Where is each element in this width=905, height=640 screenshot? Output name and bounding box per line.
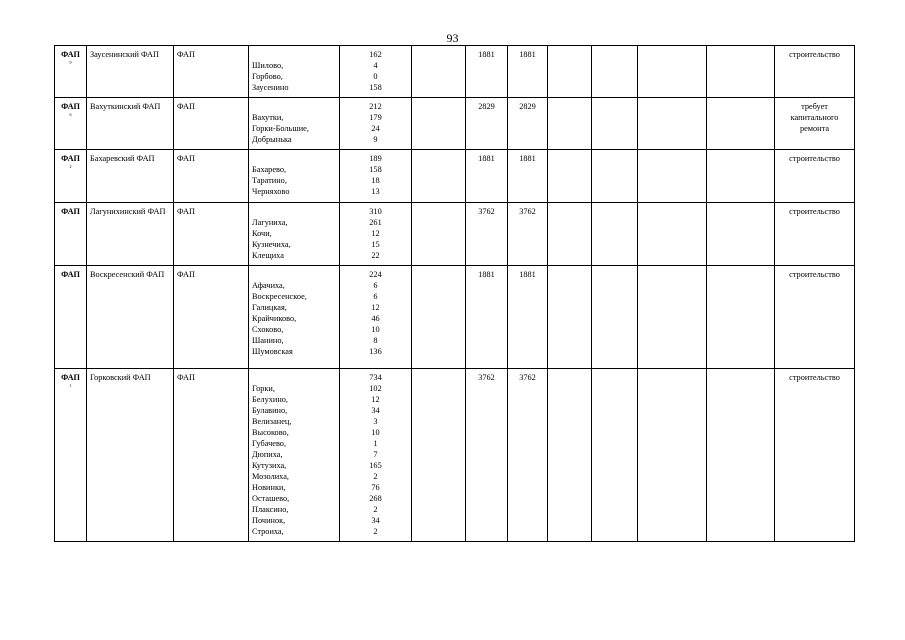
empty-cell — [548, 46, 592, 98]
settlement-name: Починок, — [252, 516, 286, 525]
settlement-name: Воскресенское, — [252, 292, 307, 301]
population-value: 1 — [373, 439, 378, 448]
population-value: 76 — [371, 483, 380, 492]
table-row — [55, 369, 855, 542]
settlement-name: Кутузиха, — [252, 461, 287, 470]
facility-name: Заусенинский ФАП — [90, 50, 160, 59]
value2-cell — [508, 46, 548, 98]
population-value: 3 — [373, 417, 378, 426]
note-cell — [775, 266, 855, 369]
population-value: 179 — [369, 113, 382, 122]
empty-cell — [548, 369, 592, 542]
population-value: 4 — [373, 61, 378, 70]
population-total: 189 — [369, 154, 382, 163]
table-row — [55, 266, 855, 369]
note-cell — [775, 46, 855, 98]
value-2: 1881 — [519, 50, 536, 59]
value-2: 1881 — [519, 270, 536, 279]
population-total: 162 — [369, 50, 382, 59]
facility-type: ФАП — [61, 154, 80, 163]
status-note: строительство — [789, 50, 840, 59]
table-row — [55, 98, 855, 150]
facility-kind: ФАП — [177, 270, 196, 279]
empty-cell — [707, 46, 775, 98]
facility-type-index: 2 — [69, 164, 72, 169]
note-cell — [775, 98, 855, 150]
empty-cell — [412, 98, 466, 150]
status-note: строительство — [789, 373, 840, 382]
facility-type: ФАП — [61, 373, 80, 382]
settlement-name: Добрынька — [252, 135, 292, 144]
type-cell — [55, 369, 87, 542]
empty-cell — [592, 46, 638, 98]
settlement-name: Заусенино — [252, 83, 289, 92]
population-value: 0 — [373, 72, 378, 81]
population-cell — [340, 369, 412, 542]
kind-cell — [174, 369, 249, 542]
name-cell — [87, 266, 174, 369]
settlement-name: Высоково, — [252, 428, 289, 437]
note-cell — [775, 369, 855, 542]
settlement-name: Крайчиково, — [252, 314, 297, 323]
facility-type-index: 9 — [69, 60, 72, 65]
table-row — [55, 46, 855, 98]
population-value: 7 — [373, 450, 378, 459]
settlements-cell — [249, 150, 340, 203]
population-value: 165 — [369, 461, 382, 470]
empty-cell — [592, 266, 638, 369]
population-value: 12 — [371, 229, 380, 238]
population-value: 18 — [371, 176, 380, 185]
value-2: 3762 — [519, 207, 536, 216]
population-value: 2 — [373, 527, 378, 536]
empty-cell — [707, 203, 775, 266]
status-note: требует капитального ремонта — [790, 102, 839, 133]
population-value: 46 — [371, 314, 380, 323]
settlement-name: Схоково, — [252, 325, 284, 334]
settlements-cell — [249, 203, 340, 266]
empty-cell — [638, 98, 707, 150]
status-note: строительство — [789, 207, 840, 216]
note-cell — [775, 203, 855, 266]
settlement-name: Кузнечиха, — [252, 240, 291, 249]
type-cell — [55, 98, 87, 150]
value1-cell — [466, 98, 508, 150]
facility-kind: ФАП — [177, 373, 196, 382]
value-2: 3762 — [519, 373, 536, 382]
settlement-name: Черняхово — [252, 187, 290, 196]
name-cell — [87, 98, 174, 150]
status-note: строительство — [789, 270, 840, 279]
settlement-name: Горбово, — [252, 72, 283, 81]
population-cell — [340, 150, 412, 203]
facility-type: ФАП — [61, 102, 80, 111]
settlement-name: Булавино, — [252, 406, 288, 415]
population-value: 13 — [371, 187, 380, 196]
population-value: 12 — [371, 395, 380, 404]
empty-cell — [412, 369, 466, 542]
value1-cell — [466, 46, 508, 98]
facility-type: ФАП — [61, 50, 80, 59]
population-value: 6 — [373, 281, 378, 290]
facilities-table — [54, 45, 855, 542]
name-cell — [87, 150, 174, 203]
population-value: 24 — [371, 124, 380, 133]
population-value: 8 — [373, 336, 378, 345]
settlement-name: Горки-Большие, — [252, 124, 309, 133]
settlement-name: Мозолиха, — [252, 472, 289, 481]
settlement-name: Шумовская — [252, 347, 293, 356]
population-value: 268 — [369, 494, 382, 503]
empty-cell — [412, 46, 466, 98]
settlement-name: Шилово, — [252, 61, 284, 70]
type-cell — [55, 150, 87, 203]
population-value: 261 — [369, 218, 382, 227]
settlement-name: Лагуниха, — [252, 218, 288, 227]
value-1: 2829 — [478, 102, 495, 111]
empty-cell — [412, 203, 466, 266]
population-value: 2 — [373, 505, 378, 514]
settlements-cell — [249, 369, 340, 542]
population-value: 10 — [371, 325, 380, 334]
value-1: 1881 — [478, 50, 495, 59]
value1-cell — [466, 369, 508, 542]
value1-cell — [466, 266, 508, 369]
empty-cell — [707, 369, 775, 542]
population-value: 12 — [371, 303, 380, 312]
type-cell — [55, 266, 87, 369]
empty-cell — [592, 98, 638, 150]
value1-cell — [466, 150, 508, 203]
population-value: 34 — [371, 406, 380, 415]
facility-name: Бахаревский ФАП — [90, 154, 155, 163]
type-cell — [55, 203, 87, 266]
population-cell — [340, 98, 412, 150]
population-value: 158 — [369, 165, 382, 174]
population-total: 212 — [369, 102, 382, 111]
empty-cell — [638, 266, 707, 369]
value-1: 1881 — [478, 270, 495, 279]
settlement-name: Белухино, — [252, 395, 288, 404]
value2-cell — [508, 98, 548, 150]
settlement-name: Вахутки, — [252, 113, 284, 122]
facility-type: ФАП — [61, 207, 80, 216]
empty-cell — [638, 369, 707, 542]
value-1: 3762 — [478, 373, 495, 382]
settlement-name: Галицкая, — [252, 303, 287, 312]
empty-cell — [412, 266, 466, 369]
settlements-cell — [249, 266, 340, 369]
value-1: 1881 — [478, 154, 495, 163]
table-row — [55, 150, 855, 203]
settlement-name: Дюпиха, — [252, 450, 283, 459]
empty-cell — [548, 266, 592, 369]
table-body — [55, 46, 855, 542]
facility-kind: ФАП — [177, 207, 196, 216]
value2-cell — [508, 369, 548, 542]
population-total: 224 — [369, 270, 382, 279]
name-cell — [87, 46, 174, 98]
population-value: 2 — [373, 472, 378, 481]
empty-cell — [592, 203, 638, 266]
population-cell — [340, 203, 412, 266]
population-value: 34 — [371, 516, 380, 525]
facility-kind: ФАП — [177, 154, 196, 163]
empty-cell — [548, 203, 592, 266]
page-number: 93 — [446, 31, 459, 45]
value2-cell — [508, 266, 548, 369]
kind-cell — [174, 46, 249, 98]
population-value: 6 — [373, 292, 378, 301]
settlement-name: Осташево, — [252, 494, 290, 503]
facility-kind: ФАП — [177, 50, 196, 59]
empty-cell — [548, 150, 592, 203]
empty-cell — [638, 150, 707, 203]
type-cell — [55, 46, 87, 98]
settlement-name: Афачиха, — [252, 281, 285, 290]
empty-cell — [412, 150, 466, 203]
status-note: строительство — [789, 154, 840, 163]
kind-cell — [174, 203, 249, 266]
population-value: 9 — [373, 135, 378, 144]
empty-cell — [638, 203, 707, 266]
value2-cell — [508, 203, 548, 266]
settlement-name: Строиха, — [252, 527, 284, 536]
settlements-cell — [249, 46, 340, 98]
value2-cell — [508, 150, 548, 203]
empty-cell — [638, 46, 707, 98]
settlement-name: Шанино, — [252, 336, 284, 345]
facility-name: Воскресенский ФАП — [90, 270, 165, 279]
population-value: 136 — [369, 347, 382, 356]
population-cell — [340, 266, 412, 369]
population-value: 102 — [369, 384, 382, 393]
kind-cell — [174, 150, 249, 203]
empty-cell — [707, 150, 775, 203]
facility-name: Лагунихинский ФАП — [90, 207, 166, 216]
settlement-name: Горки, — [252, 384, 275, 393]
value-2: 2829 — [519, 102, 536, 111]
empty-cell — [592, 150, 638, 203]
settlement-name: Велизанец, — [252, 417, 292, 426]
facility-name: Горковский ФАП — [90, 373, 151, 382]
population-value: 22 — [371, 251, 380, 260]
empty-cell — [707, 266, 775, 369]
facility-type-index: 6 — [69, 112, 72, 117]
table-row — [55, 203, 855, 266]
value1-cell — [466, 203, 508, 266]
value-2: 1881 — [519, 154, 536, 163]
empty-cell — [548, 98, 592, 150]
settlements-cell — [249, 98, 340, 150]
population-value: 10 — [371, 428, 380, 437]
kind-cell — [174, 266, 249, 369]
note-cell — [775, 150, 855, 203]
facility-kind: ФАП — [177, 102, 196, 111]
settlement-name: Губачево, — [252, 439, 287, 448]
settlement-name: Клещиха — [252, 251, 284, 260]
facility-type-index: 1 — [69, 383, 72, 388]
name-cell — [87, 203, 174, 266]
value-1: 3762 — [478, 207, 495, 216]
settlement-name: Таратино, — [252, 176, 287, 185]
population-value: 15 — [371, 240, 380, 249]
population-cell — [340, 46, 412, 98]
kind-cell — [174, 98, 249, 150]
settlement-name: Новинки, — [252, 483, 286, 492]
settlement-name: Бахарево, — [252, 165, 287, 174]
population-value: 158 — [369, 83, 382, 92]
facility-name: Вахуткинский ФАП — [90, 102, 161, 111]
population-total: 734 — [369, 373, 382, 382]
empty-cell — [707, 98, 775, 150]
name-cell — [87, 369, 174, 542]
facility-type: ФАП — [61, 270, 80, 279]
settlement-name: Плаксино, — [252, 505, 289, 514]
settlement-name: Кочи, — [252, 229, 272, 238]
empty-cell — [592, 369, 638, 542]
population-total: 310 — [369, 207, 382, 216]
